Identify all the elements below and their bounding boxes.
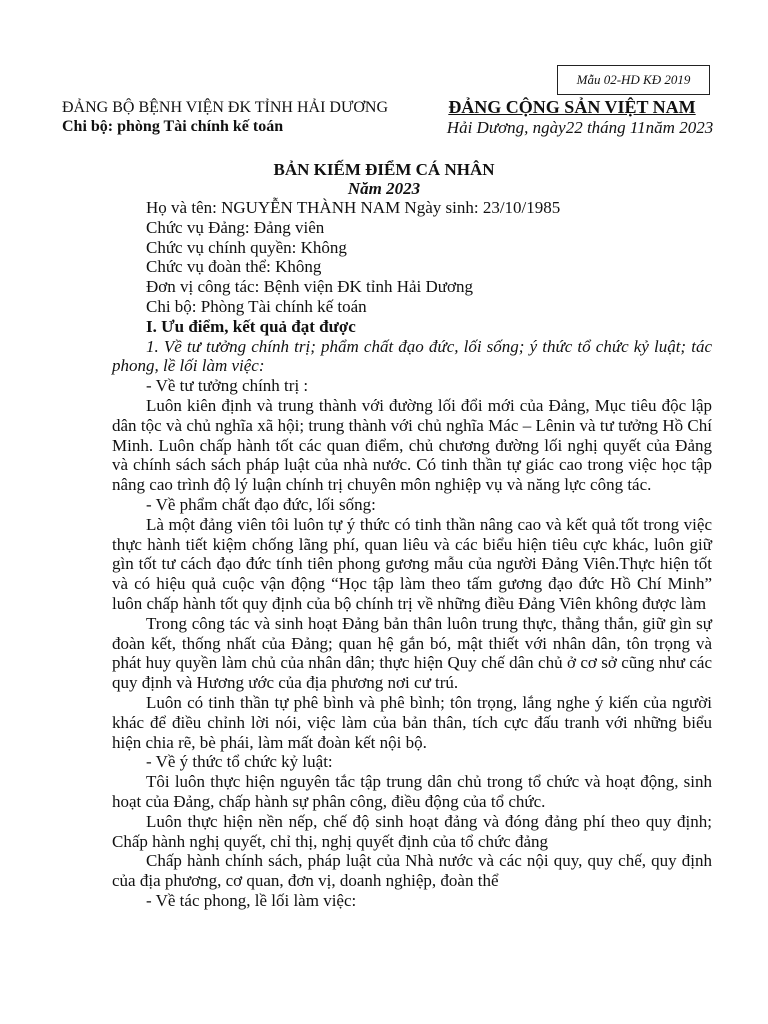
section-heading-strengths: I. Ưu điểm, kết quả đạt được (146, 316, 356, 336)
party-cell-name: Chi bộ: phòng Tài chính kế toán (62, 118, 284, 135)
discipline-paragraph-2: Luôn thực hiện nền nếp, chế độ sinh hoạt đảng và đóng đảng phí theo quy định; Chấp hành nghị quyết, chỉ thị, nghị quyết định của tổ chức đảng (112, 811, 712, 851)
form-code: Mẫu 02-HD KĐ 2019 (576, 72, 691, 87)
politics-paragraph: Luôn kiên định và trung thành với đường lối đổi mới của Đảng, Mục tiêu độc lập dân tộc và chủ nghĩa xã hội; trung thành với chủ nghĩa Mác – Lênin và tư tưởng Hồ Chí Minh. Luôn chấp hành tốt các quan điểm, chủ chương đường lối nghị quyết của Đảng và chính sách sách pháp luật của nhà nước. Có tinh thần tự giác cao trong việc học tập nâng cao trình độ lý luận chính trị chuyên môn nghiệp vụ và năng lực công tác. (112, 395, 712, 495)
ethics-paragraph-2: Trong công tác và sinh hoạt Đảng bản thân luôn trung thực, thẳng thắn, giữ gìn sự đoàn kết, thống nhất của Đảng; quan hệ gắn bó, mật thiết với nhân dân, tôn trọng và phát huy quyền làm chủ của nhân dân; thực hiện Quy chế dân chủ ở cơ sở cũng như các quy định và Hương ước của địa phương nơi cư trú. (112, 613, 712, 693)
government-position-line: Chức vụ chính quyền: Không (146, 237, 347, 257)
ethics-paragraph-3: Luôn có tinh thần tự phê bình và phê bình; tôn trọng, lắng nghe ý kiến của người khác để điều chỉnh lời nói, việc làm của bản thân, tích cực đấu tranh với những biểu hiện chia rẽ, bè phái, làm mất đoàn kết nội bộ. (112, 692, 712, 752)
party-cell-line: Chi bộ: Phòng Tài chính kế toán (146, 296, 367, 316)
document-body (112, 198, 712, 911)
ethics-paragraph-1: Là một đảng viên tôi luôn tự ý thức có tinh thần nâng cao và kết quả tốt trong việc thực hành tiết kiệm chống lãng phí, quan liêu và các biểu hiện tiêu cực khác, luôn giữ gìn tốt tư cách đạo đức tính tiên phong gương mẫu của người Đảng Viên.Thực hiện tốt và có hiệu quả cuộc vận động “Học tập làm theo tấm gương đạo đức Hồ Chí Minh” luôn chấp hành tốt quy định của bộ chính trị về những điều Đảng Viên không được làm (112, 514, 712, 613)
workplace-line: Đơn vị công tác: Bệnh viện ĐK tỉnh Hải Dương (146, 277, 474, 297)
discipline-paragraph-1: Tôi luôn thực hiện nguyên tắc tập trung dân chủ trong tổ chức và hoạt động, sinh hoạt của Đảng, chấp hành sự phân công, điều động của tổ chức. (112, 772, 712, 811)
party-title: ĐẢNG CỘNG SẢN VIỆT NAM (448, 97, 696, 117)
ethics-label: - Về phẩm chất đạo đức, lối sống: (146, 494, 376, 514)
subsection-heading-1: 1. Về tư tưởng chính trị; phẩm chất đạo đức, lối sống; ý thức tổ chức kỷ luật; tác phong, lề lối làm việc: (112, 336, 712, 376)
union-position-line: Chức vụ đoàn thể: Không (146, 257, 322, 277)
work-manner-label: - Về tác phong, lề lối làm việc: (146, 890, 357, 910)
discipline-label: - Về ý thức tổ chức kỷ luật: (146, 752, 333, 772)
place-date: Hải Dương, ngày22 tháng 11năm 2023 (446, 118, 714, 137)
name-birthdate-line: Họ và tên: NGUYỄN THÀNH NAM Ngày sinh: 23/10/1985 (146, 198, 561, 217)
party-position-line: Chức vụ Đảng: Đảng viên (146, 217, 325, 237)
document-year: Năm 2023 (347, 179, 421, 198)
document-title: BẢN KIẾM ĐIỂM CÁ NHÂN (273, 160, 495, 179)
discipline-paragraph-3: Chấp hành chính sách, pháp luật của Nhà nước và các nội quy, quy chế, quy định của địa phương, cơ quan, đơn vị, doanh nghiệp, đoàn thể (112, 851, 712, 891)
form-code-box (557, 65, 710, 95)
party-committee-name: ĐẢNG BỘ BỆNH VIỆN ĐK TỈNH HẢI DƯƠNG (62, 99, 389, 116)
politics-label: - Về tư tưởng chính trị : (146, 376, 309, 396)
